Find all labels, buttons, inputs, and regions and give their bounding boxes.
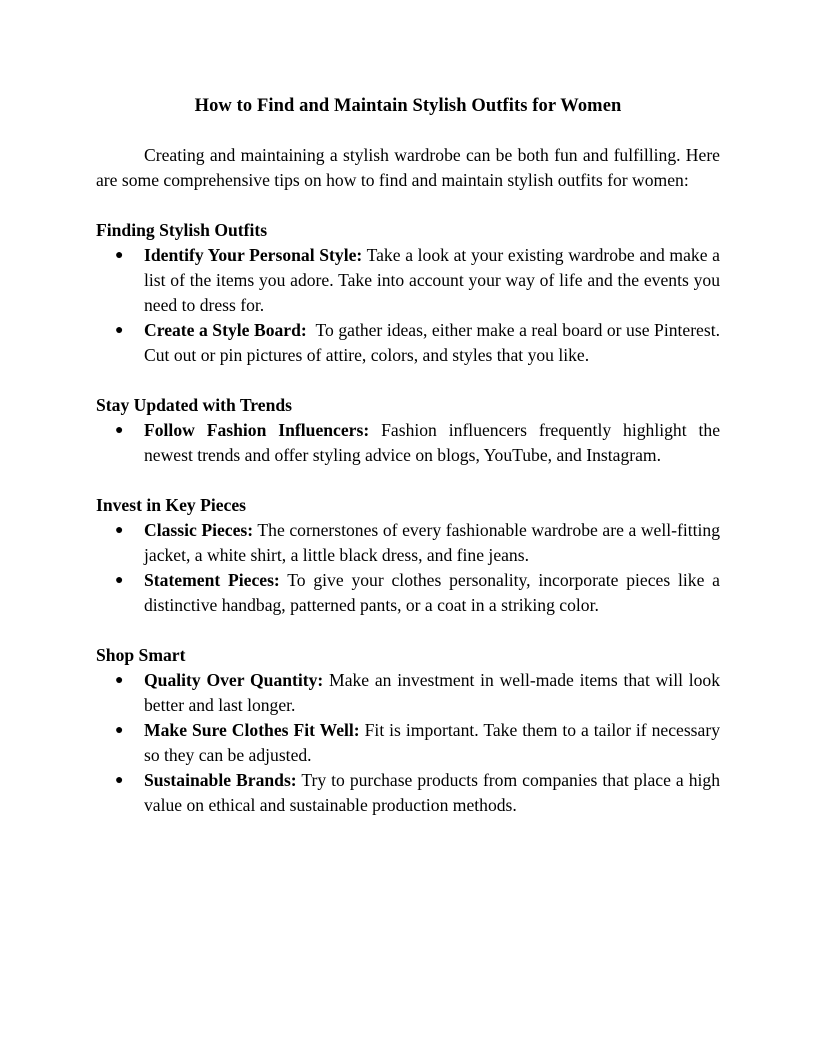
document-title: How to Find and Maintain Stylish Outfits for Women [194, 96, 622, 116]
section-heading: Shop Smart [96, 645, 186, 665]
list-item [96, 718, 720, 768]
tip-text: Try to purchase products from companies that place a high value on ethical and sustainable production methods. [144, 770, 720, 815]
bullet-icon: ● [115, 723, 124, 738]
bullet-icon: ● [115, 248, 124, 263]
list-item [96, 418, 720, 468]
section-shop-smart [96, 643, 720, 818]
tips-list [96, 418, 720, 468]
intro-paragraph: Creating and maintaining a stylish wardrobe can be both fun and fulfilling. Here are some comprehensive tips on how to find and maintain stylish outfits for women: [96, 145, 720, 190]
section-heading: Stay Updated with Trends [96, 395, 293, 415]
section-finding-stylish-outfits [96, 218, 720, 368]
bullet-icon: ● [115, 523, 124, 538]
tip-label: Follow Fashion Influencers: [144, 420, 370, 440]
tip-text: To gather ideas, either make a real board or use Pinterest. Cut out or pin pictures of attire, colors, and styles that you like. [144, 320, 721, 365]
list-item [96, 243, 720, 318]
tips-list [96, 243, 720, 368]
bullet-icon: ● [115, 673, 124, 688]
bullet-icon: ● [115, 573, 124, 588]
tip-label: Quality Over Quantity: [144, 670, 324, 690]
list-item [96, 568, 720, 618]
tip-label: Make Sure Clothes Fit Well: [144, 720, 360, 740]
list-item [96, 668, 720, 718]
section-heading: Invest in Key Pieces [96, 495, 247, 515]
tip-label: Statement Pieces: [144, 570, 280, 590]
tip-text: Make an investment in well-made items that will look better and last longer. [144, 670, 720, 715]
tips-list [96, 668, 720, 818]
bullet-icon: ● [115, 323, 124, 338]
section-heading: Finding Stylish Outfits [96, 220, 268, 240]
section-stay-updated-with-trends [96, 393, 720, 468]
document-page [96, 94, 720, 818]
tip-label: Create a Style Board: [144, 320, 307, 340]
list-item [96, 768, 720, 818]
tips-list [96, 518, 720, 618]
tip-label: Classic Pieces: [144, 520, 254, 540]
tip-label: Sustainable Brands: [144, 770, 297, 790]
bullet-icon: ● [115, 423, 124, 438]
section-invest-in-key-pieces [96, 493, 720, 618]
tip-text: Fashion influencers frequently highlight the newest trends and offer styling advice on blogs, YouTube, and Instagram. [144, 420, 720, 465]
tip-label: Identify Your Personal Style: [144, 245, 363, 265]
list-item [96, 318, 720, 368]
tip-text: Take a look at your existing wardrobe and make a list of the items you adore. Take into account your way of life and the events you need to dress for. [144, 245, 720, 315]
tip-text: Fit is important. Take them to a tailor if necessary so they can be adjusted. [144, 720, 720, 765]
tip-text: To give your clothes personality, incorporate pieces like a distinctive handbag, patterned pants, or a coat in a striking color. [144, 570, 720, 615]
bullet-icon: ● [115, 773, 124, 788]
tip-text: The cornerstones of every fashionable wardrobe are a well-fitting jacket, a white shirt, a little black dress, and fine jeans. [144, 520, 720, 565]
list-item [96, 518, 720, 568]
